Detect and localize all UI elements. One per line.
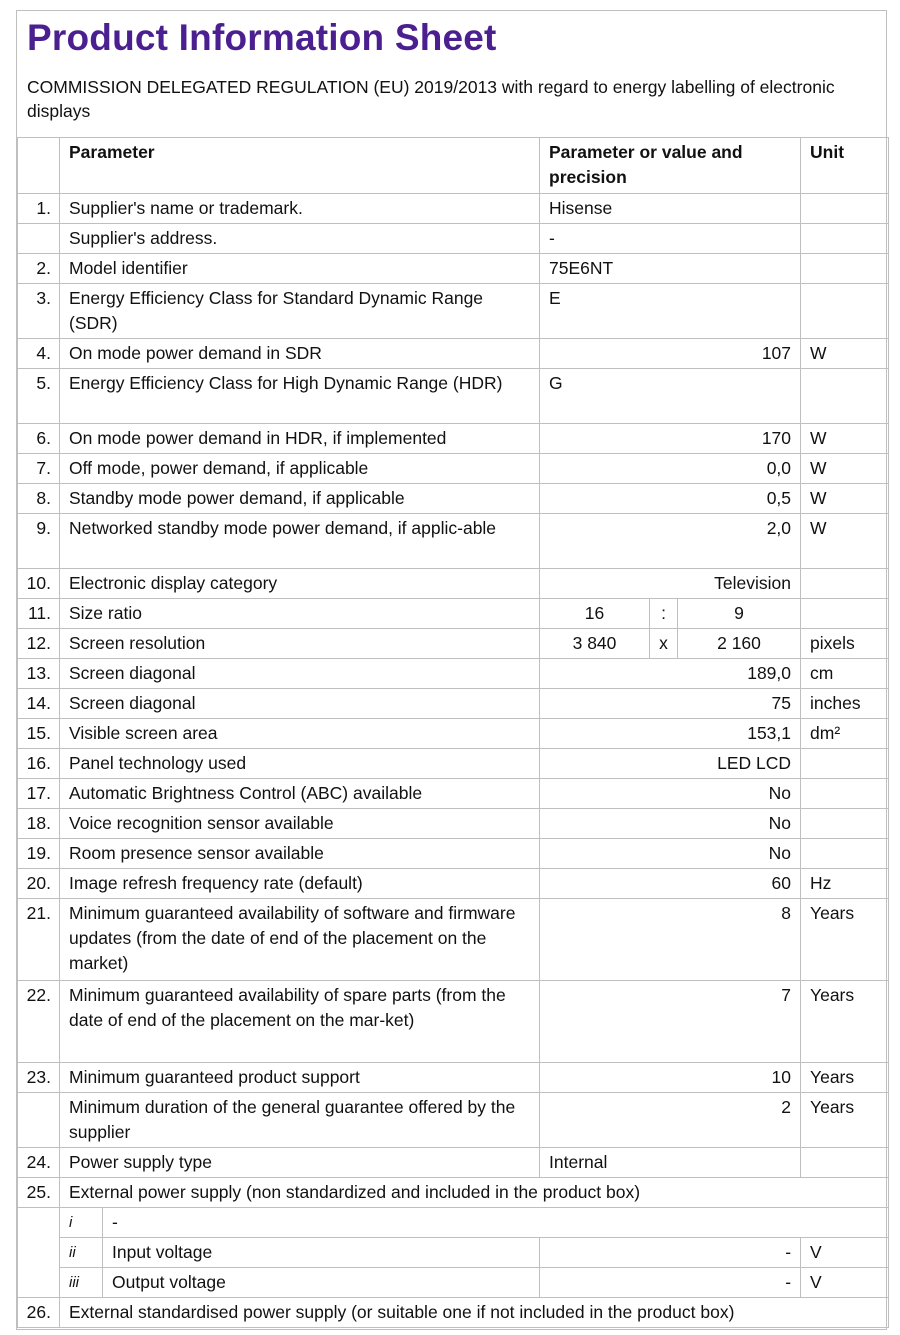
table-row: 16. Panel technology used LED LCD <box>18 749 889 779</box>
table-row: 12. Screen resolution 3 840 x 2 160 pixels <box>18 629 889 659</box>
regulation-text: COMMISSION DELEGATED REGULATION (EU) 2019/2013 with regard to energy labelling of electronic displays <box>27 77 835 121</box>
column-header-unit: Unit <box>801 138 889 194</box>
table-row: 19. Room presence sensor available No <box>18 839 889 869</box>
table-row-sub: ii Input voltage - V <box>18 1238 889 1268</box>
table-row-sub: i - <box>18 1208 889 1238</box>
table-row: 7. Off mode, power demand, if applicable 0,0 W <box>18 454 889 484</box>
table-row: 14. Screen diagonal 75 inches <box>18 689 889 719</box>
table-row: 26. External standardised power supply (or suitable one if not included in the product box) <box>18 1298 889 1328</box>
product-information-sheet <box>16 10 887 1330</box>
table-row: 17. Automatic Brightness Control (ABC) available No <box>18 779 889 809</box>
table-row: 11. Size ratio 16 : 9 <box>18 599 889 629</box>
table-row: 22. Minimum guaranteed availability of spare parts (from the date of end of the placement on the mar-ket) 7 Years <box>18 981 889 1063</box>
table-row: 15. Visible screen area 153,1 dm² <box>18 719 889 749</box>
product-info-table <box>17 137 889 1328</box>
table-row: Supplier's address. - <box>18 224 889 254</box>
table-row: 3. Energy Efficiency Class for Standard Dynamic Range (SDR) E <box>18 284 889 339</box>
table-row: 13. Screen diagonal 189,0 cm <box>18 659 889 689</box>
table-row-sub: iii Output voltage - V <box>18 1268 889 1298</box>
page-title: Product Information Sheet <box>27 17 497 58</box>
table-row: 20. Image refresh frequency rate (default) 60 Hz <box>18 869 889 899</box>
table-row: 23. Minimum guaranteed product support 10 Years <box>18 1063 889 1093</box>
column-header-parameter: Parameter <box>60 138 540 194</box>
column-header-value: Parameter or value and precision <box>540 138 801 194</box>
table-row: 1. Supplier's name or trademark. Hisense <box>18 194 889 224</box>
table-row: 21. Minimum guaranteed availability of software and firmware updates (from the date of end of the placement on the market) 8 Years <box>18 899 889 981</box>
table-row: 10. Electronic display category Television <box>18 569 889 599</box>
table-row: 24. Power supply type Internal <box>18 1148 889 1178</box>
table-row: 18. Voice recognition sensor available No <box>18 809 889 839</box>
table-row: Minimum duration of the general guarantee offered by the supplier 2 Years <box>18 1093 889 1148</box>
table-row: 2. Model identifier 75E6NT <box>18 254 889 284</box>
table-row: 6. On mode power demand in HDR, if implemented 170 W <box>18 424 889 454</box>
table-row: 25. External power supply (non standardized and included in the product box) <box>18 1178 889 1208</box>
table-header-row <box>18 138 889 194</box>
table-row: 9. Networked standby mode power demand, if applic-able 2,0 W <box>18 514 889 569</box>
table-row: 5. Energy Efficiency Class for High Dynamic Range (HDR) G <box>18 369 889 424</box>
table-row: 8. Standby mode power demand, if applicable 0,5 W <box>18 484 889 514</box>
table-row: 4. On mode power demand in SDR 107 W <box>18 339 889 369</box>
